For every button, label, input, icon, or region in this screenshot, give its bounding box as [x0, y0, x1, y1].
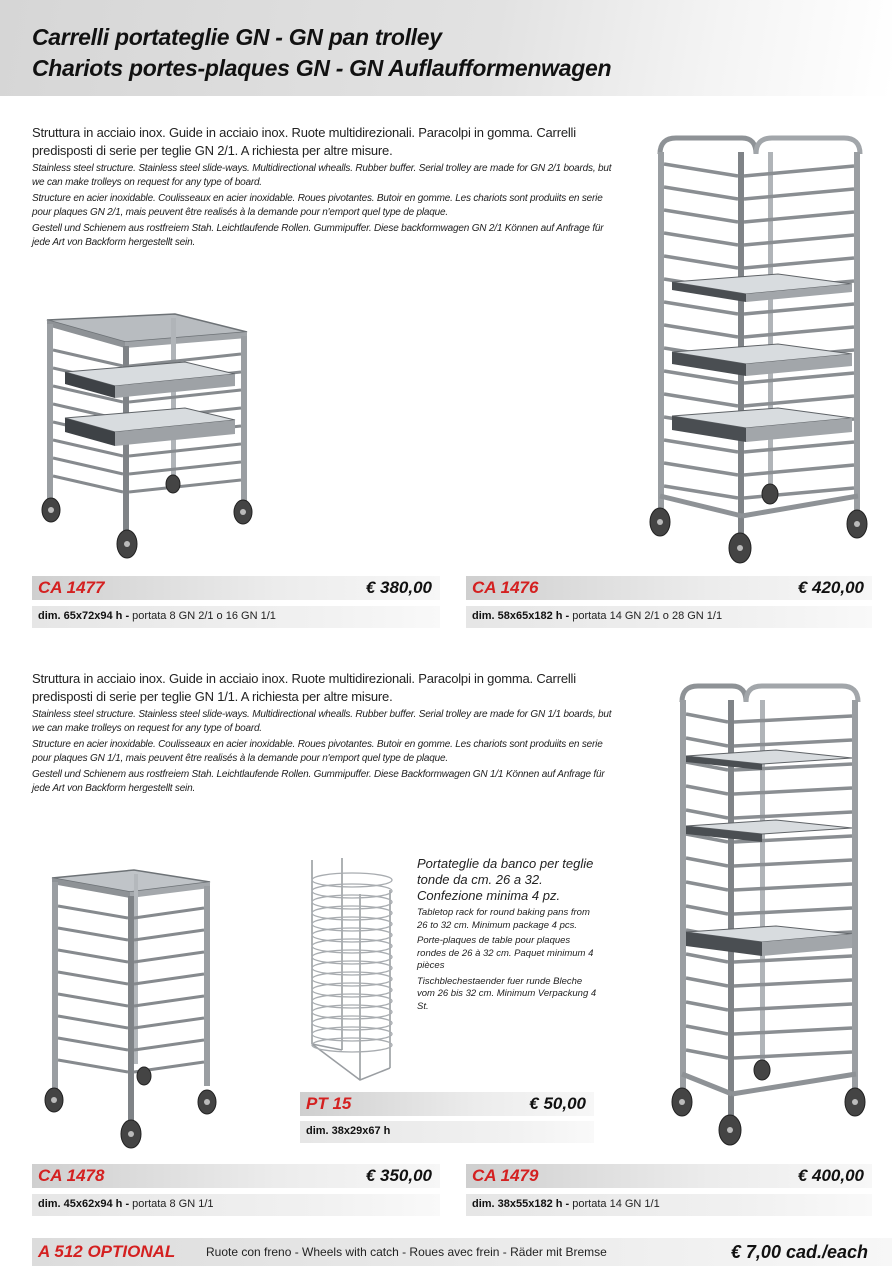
- runner-rail: [686, 978, 728, 986]
- title-line-1: Carrelli portateglie GN - GN pan trolley: [32, 24, 442, 50]
- section2-description: [32, 670, 622, 796]
- runner-rail: [686, 738, 728, 746]
- runner-rail: [664, 233, 738, 245]
- photo-ca1477: [35, 310, 265, 572]
- product-dimensions: dim. 58x65x182 h -: [472, 610, 573, 622]
- runner-rail: [744, 166, 854, 176]
- runner-rail: [664, 394, 738, 406]
- runner-rail: [664, 256, 738, 268]
- optional-bar: [32, 1238, 892, 1266]
- runner-rail: [744, 304, 854, 314]
- runner-rail: [734, 956, 852, 962]
- rack-ring: [312, 950, 392, 964]
- runner-rail: [686, 906, 728, 914]
- runner-rail: [734, 1004, 852, 1010]
- product-price: € 50,00: [529, 1094, 586, 1113]
- runner-rail: [664, 486, 738, 498]
- section1-description: [32, 124, 622, 250]
- rack-ring: [312, 972, 392, 986]
- runner-rail: [686, 882, 728, 890]
- desc-it: Struttura in acciaio inox. Guide in acciaio inox. Ruote multidirezionali. Paracolpi in gomma. Carrelli predisposti di serie per teglie GN 2/1. A richiesta per altre misure.: [32, 125, 576, 158]
- product-dimensions: dim. 38x55x182 h -: [472, 1198, 573, 1210]
- photo-pt15: [298, 854, 408, 1088]
- product-capacity: portata 14 GN 2/1 o 28 GN 1/1: [572, 610, 723, 622]
- runner-rail: [664, 440, 738, 452]
- product-capacity: portata 14 GN 1/1: [572, 1198, 660, 1210]
- runner-rail: [734, 716, 852, 722]
- desc-en: Stainless steel structure. Stainless steel slide-ways. Multidirectional whealls. Rubber buffer. Serial trolley are made for GN 2/1 boards, but we can make trolleys on request for any type of board.: [32, 163, 612, 188]
- runner-rail: [686, 714, 728, 722]
- rack-ring: [312, 928, 392, 942]
- product-code: CA 1479: [472, 1166, 539, 1185]
- product-dimensions: dim. 45x62x94 h -: [38, 1198, 133, 1210]
- rack-ring: [312, 994, 392, 1008]
- rack-ring: [312, 983, 392, 997]
- pt15-desc-it: Portateglie da banco per teglie tonde da cm. 26 a 32. Confezione minima 4 pz.: [417, 856, 594, 903]
- product-dimensions: dim. 65x72x94 h -: [38, 610, 133, 622]
- runner-rail: [734, 980, 852, 986]
- runner-rail: [686, 810, 728, 818]
- price-bar-ca1477: [32, 576, 440, 600]
- runner-rail: [686, 1050, 728, 1058]
- runner-rail: [744, 327, 854, 337]
- photo-ca1478: [34, 866, 234, 1162]
- runner-rail: [686, 1026, 728, 1034]
- runner-rail: [744, 442, 854, 452]
- pt15-desc-fr: Porte-plaques de table pour plaques rondes de 26 à 32 cm. Paquet minimum 4 pièces: [417, 935, 594, 971]
- dim-bar-pt15: [300, 1121, 594, 1143]
- runner-rail: [686, 1002, 728, 1010]
- price-bar-pt15: [300, 1092, 594, 1116]
- runner-rail: [664, 210, 738, 222]
- photo-ca1479: [656, 670, 872, 1158]
- runner-rail: [734, 812, 852, 818]
- product-capacity: portata 8 GN 1/1: [132, 1198, 214, 1210]
- product-price: € 380,00: [365, 578, 432, 597]
- desc-de: Gestell und Schienem aus rostfreiem Stah. Leichtlaufende Rollen. Gummipuffer. Diese Backformwagen GN 1/1 Können auf Anfrage für jede Art von Backform hergestellt sein.: [32, 769, 605, 794]
- runner-rail: [734, 908, 852, 914]
- runner-rail: [744, 465, 854, 475]
- rack-ring: [312, 884, 392, 898]
- rack-ring: [312, 906, 392, 920]
- product-code: CA 1476: [472, 578, 539, 597]
- dim-bar-ca1476: [466, 606, 872, 628]
- product-code: PT 15: [306, 1094, 352, 1113]
- rack-ring: [312, 1027, 392, 1041]
- desc-fr: Structure en acier inoxidable. Coulisseaux en acier inoxidable. Roues pivotantes. Butoir en gomme. Les chariots sont produiits en serie pour plaques GN 1/1, mais peuvent être realisés à la demande pour n'emport quel type de plaque.: [32, 739, 603, 764]
- rack-ring: [312, 917, 392, 931]
- optional-price: € 7,00 cad./each: [730, 1242, 868, 1262]
- title-line-2: Chariots portes-plaques GN - GN Auflaufformenwagen: [32, 55, 612, 81]
- product-capacity: portata 8 GN 2/1 o 16 GN 1/1: [132, 610, 276, 622]
- rack-ring: [312, 961, 392, 975]
- desc-it: Struttura in acciaio inox. Guide in acciaio inox. Ruote multidirezionali. Paracolpi in gomma. Carrelli predisposti di serie per teglie GN 1/1. A richiesta per altre misure.: [32, 671, 576, 704]
- rack-ring: [312, 1005, 392, 1019]
- runner-rail: [744, 189, 854, 199]
- product-price: € 420,00: [797, 578, 864, 597]
- rack-ring: [312, 873, 392, 887]
- runner-rail: [664, 302, 738, 314]
- product-price: € 350,00: [365, 1166, 432, 1185]
- rack-ring: [312, 895, 392, 909]
- desc-fr: Structure en acier inoxidable. Coulisseaux en acier inoxidable. Roues pivotantes. Butoir en gomme. Les chariots sont produiits en serie pour plaques GN 2/1, mais peuvent être realisés à la demande pour n'emport quel type de plaque.: [32, 193, 603, 218]
- page-header: [0, 0, 892, 96]
- runner-rail: [744, 212, 854, 222]
- product-code: CA 1478: [38, 1166, 105, 1185]
- runner-rail: [664, 164, 738, 176]
- runner-rail: [744, 235, 854, 245]
- runner-rail: [734, 884, 852, 890]
- runner-rail: [664, 325, 738, 337]
- pt15-desc-en: Tabletop rack for round baking pans from 26 to 32 cm. Minimum package 4 pcs.: [417, 907, 590, 931]
- runner-rail: [664, 187, 738, 199]
- runner-rail: [744, 488, 854, 498]
- price-bar-ca1476: [466, 576, 872, 600]
- price-bar-ca1479: [466, 1164, 872, 1188]
- optional-text: Ruote con freno - Wheels with catch - Roues avec frein - Räder mit Bremse: [206, 1245, 607, 1259]
- pt15-desc-de: Tischblechestaender fuer runde Bleche vom 26 bis 32 cm. Minimum Verpackung 4 St.: [417, 975, 597, 1012]
- runner-rail: [686, 954, 728, 962]
- rack-ring: [312, 1038, 392, 1052]
- product-code: CA 1477: [38, 578, 105, 597]
- pt15-description: [417, 856, 597, 1013]
- dim-bar-ca1479: [466, 1194, 872, 1216]
- runner-rail: [664, 463, 738, 475]
- runner-rail: [734, 1028, 852, 1034]
- dim-bar-ca1478: [32, 1194, 440, 1216]
- optional-code: A 512 OPTIONAL: [38, 1242, 176, 1261]
- runner-rail: [734, 1052, 852, 1058]
- rack-ring: [312, 939, 392, 953]
- runner-rail: [686, 786, 728, 794]
- price-bar-ca1478: [32, 1164, 440, 1188]
- product-price: € 400,00: [797, 1166, 864, 1185]
- runner-rail: [734, 740, 852, 746]
- product-dimensions: dim. 38x29x67 h: [306, 1125, 391, 1137]
- desc-de: Gestell und Schienem aus rostfreiem Stah. Leichtlaufende Rollen. Gummipuffer. Diese backformwagen GN 2/1 Können auf Anfrage für jede Art von Backform hergestellt sein.: [32, 223, 604, 248]
- runner-rail: [734, 788, 852, 794]
- runner-rail: [686, 858, 728, 866]
- dim-bar-ca1477: [32, 606, 440, 628]
- runner-rail: [744, 258, 854, 268]
- photo-ca1476: [638, 124, 878, 574]
- runner-rail: [744, 396, 854, 406]
- rack-ring: [312, 1016, 392, 1030]
- desc-en: Stainless steel structure. Stainless steel slide-ways. Multidirectional whealls. Rubber buffer. Serial trolley are made for GN 1/1 boards, but we can make trolleys on request for any type of board.: [32, 709, 612, 734]
- runner-rail: [734, 860, 852, 866]
